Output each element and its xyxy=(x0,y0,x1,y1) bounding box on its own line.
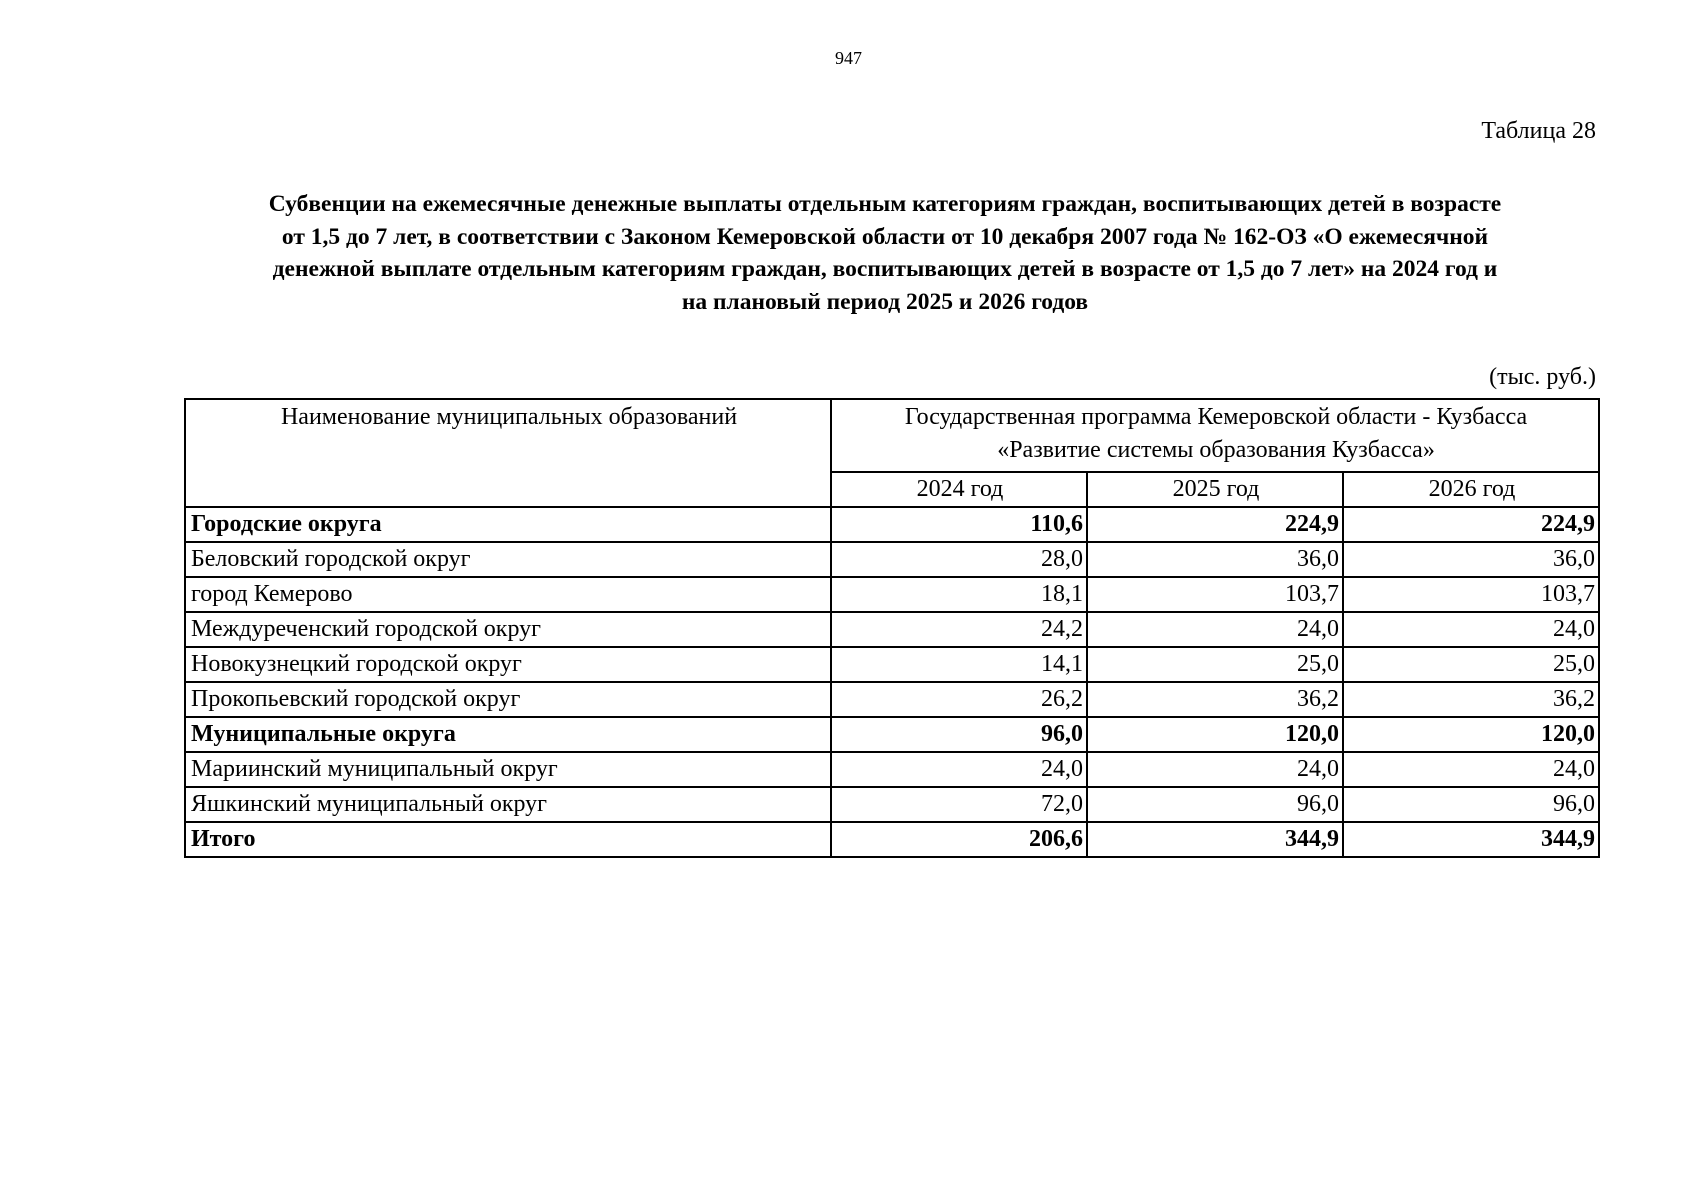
municipality-name-cell: Прокопьевский городской округ xyxy=(185,682,831,717)
document-title xyxy=(170,188,1600,318)
subsidies-table xyxy=(184,398,1600,858)
municipality-name-cell: Яшкинский муниципальный округ xyxy=(185,787,831,822)
value-2024-cell: 26,2 xyxy=(831,682,1087,717)
column-header-2024: 2024 год xyxy=(831,472,1087,507)
value-2025-cell: 120,0 xyxy=(1087,717,1343,752)
municipality-name-cell: Новокузнецкий городской округ xyxy=(185,647,831,682)
value-2026-cell: 24,0 xyxy=(1343,752,1599,787)
value-2026-cell: 36,2 xyxy=(1343,682,1599,717)
program-name-line: Государственная программа Кемеровской области - Кузбасса xyxy=(904,404,1528,430)
value-2024-cell: 24,2 xyxy=(831,612,1087,647)
column-header-municipality: Наименование муниципальных образований xyxy=(185,399,831,507)
value-2026-cell: 103,7 xyxy=(1343,577,1599,612)
table-row xyxy=(185,647,1599,682)
value-2025-cell: 25,0 xyxy=(1087,647,1343,682)
value-2025-cell: 36,2 xyxy=(1087,682,1343,717)
value-2025-cell: 24,0 xyxy=(1087,612,1343,647)
table-row xyxy=(185,542,1599,577)
table-row xyxy=(185,682,1599,717)
municipality-name-cell: Беловский городской округ xyxy=(185,542,831,577)
title-line: денежной выплате отдельным категориям граждан, воспитывающих детей в возрасте от 1,5 до 7 лет» на 2024 год и xyxy=(272,256,1498,282)
table-row xyxy=(185,577,1599,612)
value-2026-cell: 36,0 xyxy=(1343,542,1599,577)
value-2025-cell: 96,0 xyxy=(1087,787,1343,822)
value-2024-cell: 18,1 xyxy=(831,577,1087,612)
table-row xyxy=(185,822,1599,857)
municipality-name-cell: Городские округа xyxy=(185,507,831,542)
value-2025-cell: 36,0 xyxy=(1087,542,1343,577)
value-2026-cell: 96,0 xyxy=(1343,787,1599,822)
value-2025-cell: 224,9 xyxy=(1087,507,1343,542)
value-2024-cell: 24,0 xyxy=(831,752,1087,787)
column-header-2026: 2026 год xyxy=(1343,472,1599,507)
table-row xyxy=(185,717,1599,752)
value-2024-cell: 96,0 xyxy=(831,717,1087,752)
table-body xyxy=(185,507,1599,857)
municipality-name-cell: Муниципальные округа xyxy=(185,717,831,752)
column-header-2025: 2025 год xyxy=(1087,472,1343,507)
value-2024-cell: 14,1 xyxy=(831,647,1087,682)
table-row xyxy=(185,752,1599,787)
value-2025-cell: 103,7 xyxy=(1087,577,1343,612)
value-2026-cell: 344,9 xyxy=(1343,822,1599,857)
value-2026-cell: 224,9 xyxy=(1343,507,1599,542)
table-label: Таблица 28 xyxy=(1481,118,1596,144)
value-2026-cell: 24,0 xyxy=(1343,612,1599,647)
page-number: 947 xyxy=(835,48,862,68)
value-2026-cell: 25,0 xyxy=(1343,647,1599,682)
title-line: на плановый период 2025 и 2026 годов xyxy=(681,288,1089,315)
municipality-name-cell: Междуреченский городской округ xyxy=(185,612,831,647)
municipality-name-cell: Итого xyxy=(185,822,831,857)
value-2024-cell: 28,0 xyxy=(831,542,1087,577)
value-2026-cell: 120,0 xyxy=(1343,717,1599,752)
table-row xyxy=(185,787,1599,822)
title-line: от 1,5 до 7 лет, в соответствии с Законом Кемеровской области от 10 декабря 2007 года № 162-ОЗ «О ежемесячной xyxy=(281,223,1489,250)
table-row xyxy=(185,507,1599,542)
units-label: (тыс. руб.) xyxy=(1489,364,1596,390)
value-2025-cell: 24,0 xyxy=(1087,752,1343,787)
municipality-name-cell: Мариинский муниципальный округ xyxy=(185,752,831,787)
title-line: Субвенции на ежемесячные денежные выплаты отдельным категориям граждан, воспитывающих детей в возрасте xyxy=(268,191,1502,217)
value-2024-cell: 206,6 xyxy=(831,822,1087,857)
value-2024-cell: 110,6 xyxy=(831,507,1087,542)
table-row xyxy=(185,612,1599,647)
municipality-name-cell: город Кемерово xyxy=(185,577,831,612)
column-header-program xyxy=(831,399,1599,472)
value-2025-cell: 344,9 xyxy=(1087,822,1343,857)
program-name-line: «Развитие системы образования Кузбасса» xyxy=(997,437,1435,463)
value-2024-cell: 72,0 xyxy=(831,787,1087,822)
